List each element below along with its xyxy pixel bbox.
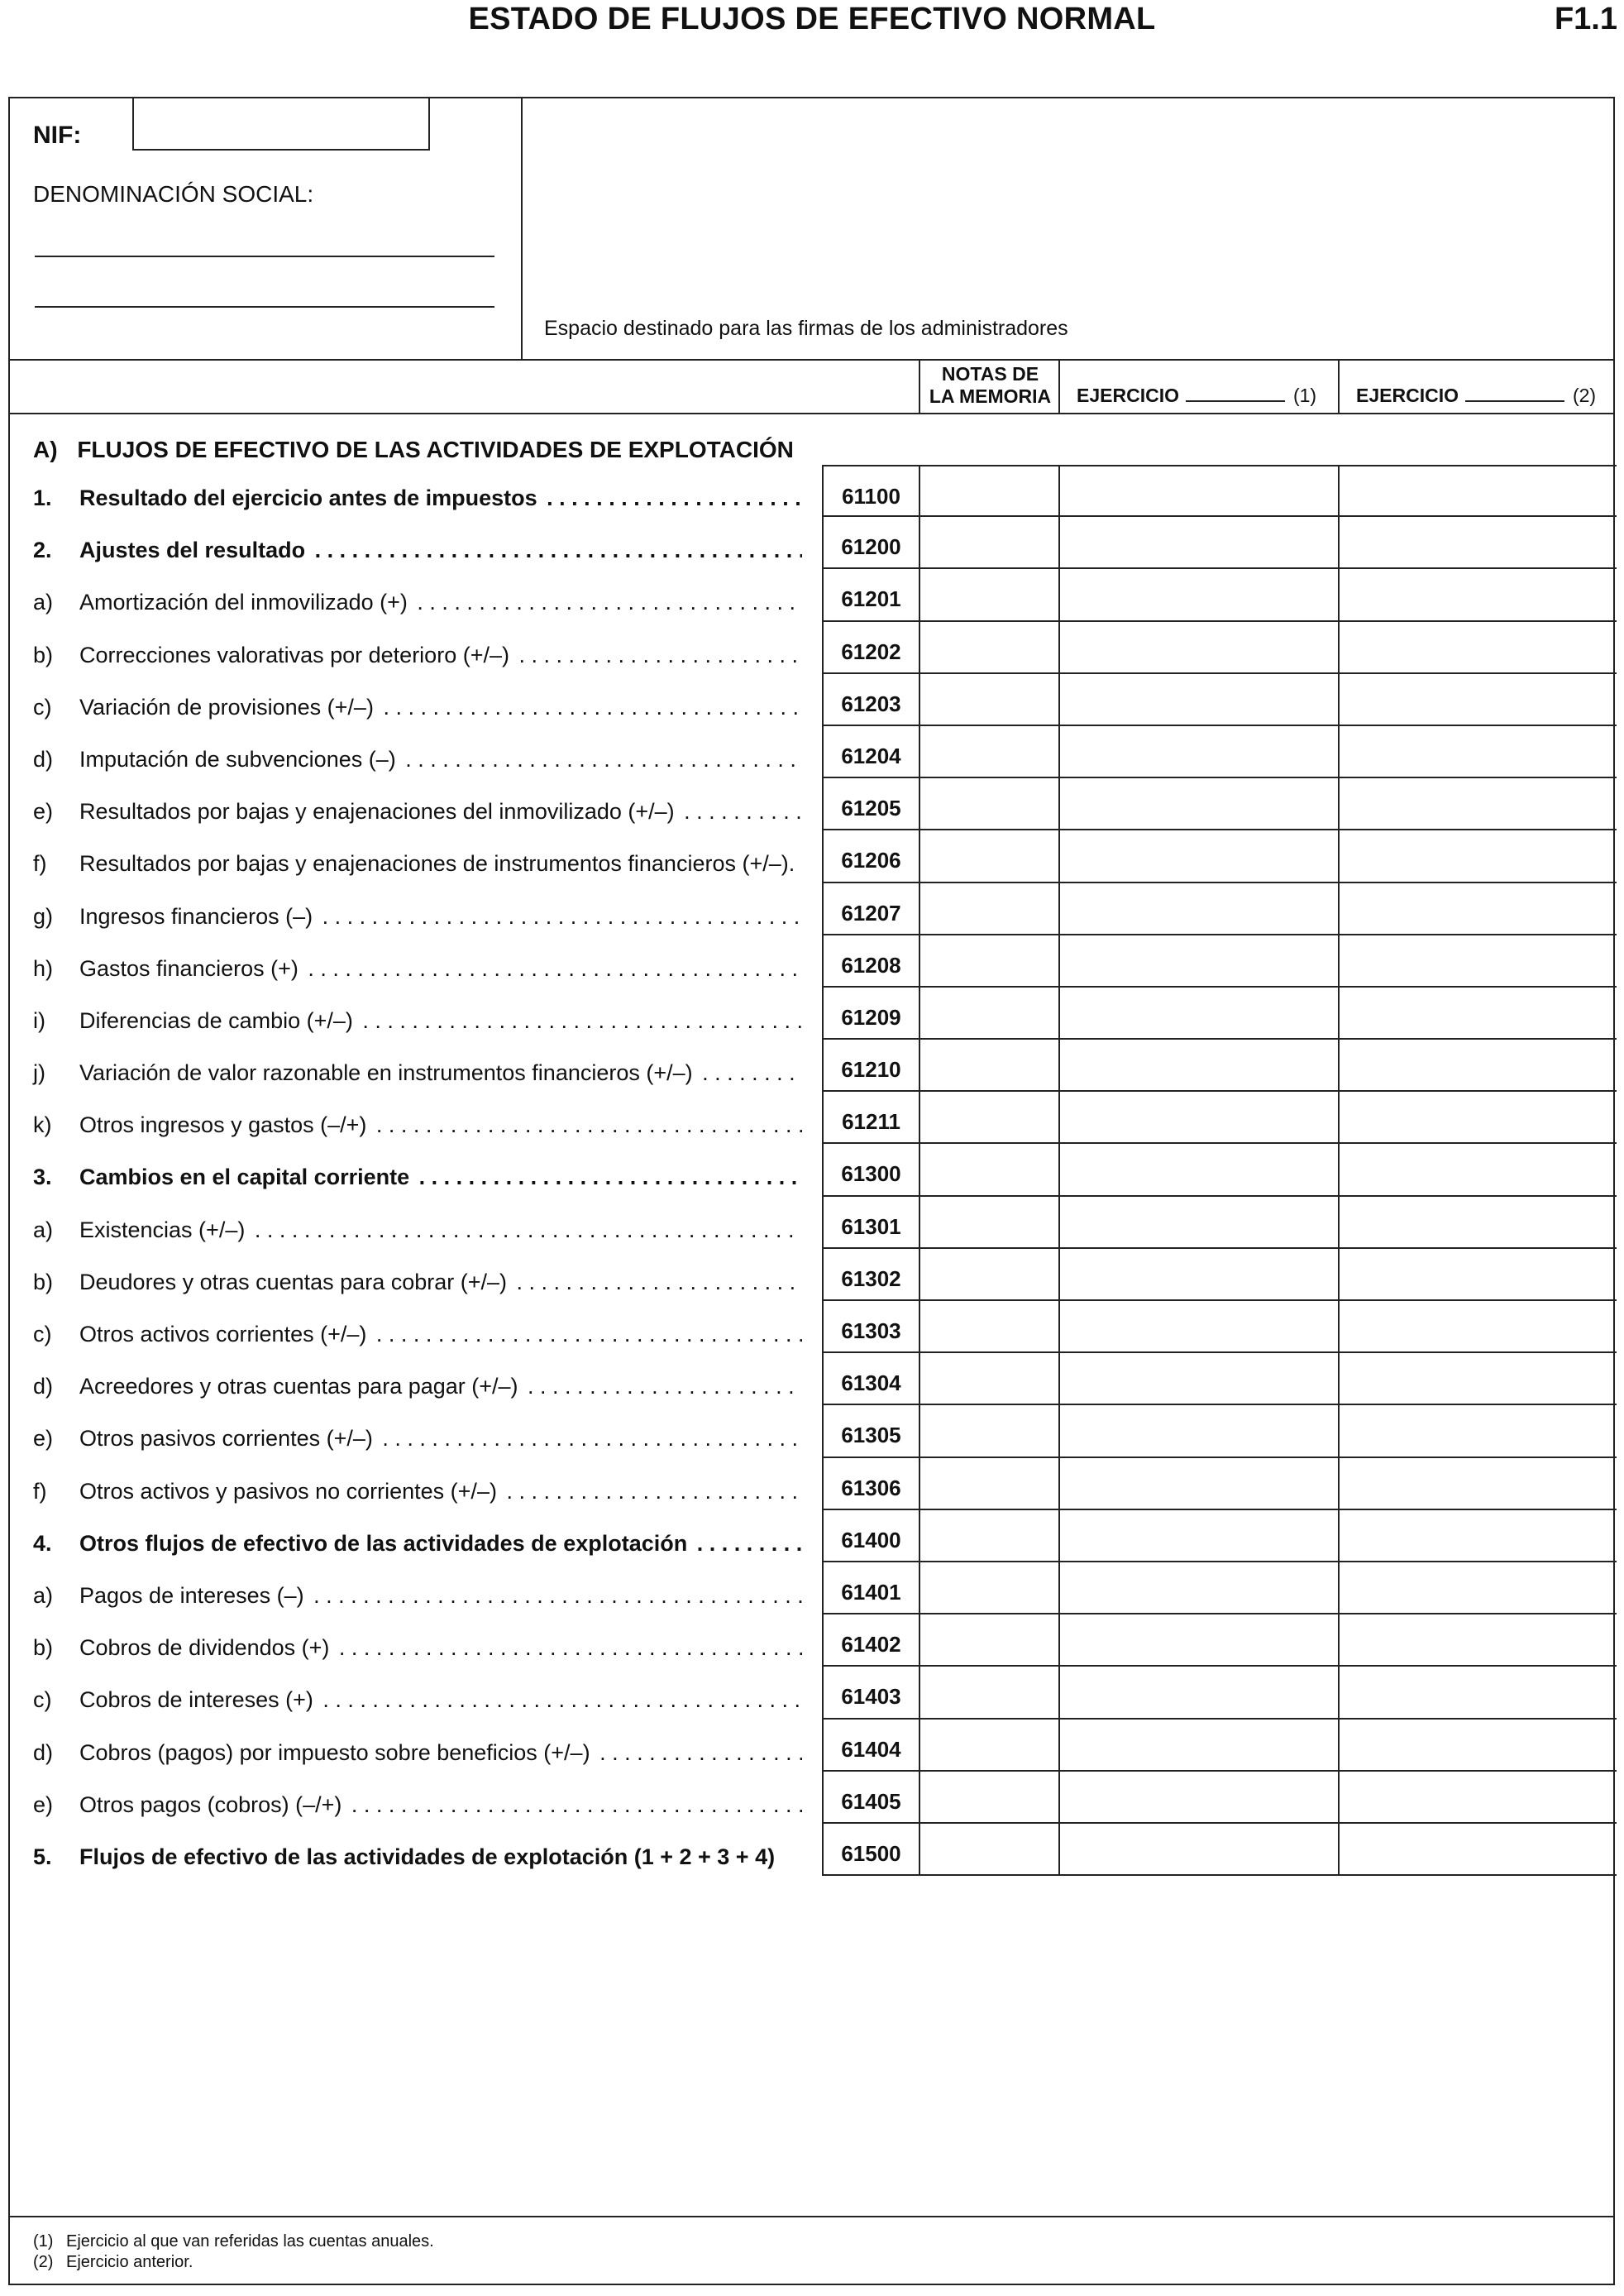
table-row bbox=[10, 883, 1613, 935]
row-label bbox=[79, 799, 802, 825]
row-label-text: Variación de provisiones (+/–) bbox=[79, 695, 377, 720]
row-label-text: Otros activos corrientes (+/–) bbox=[79, 1322, 370, 1347]
notes-cell[interactable] bbox=[919, 1405, 1060, 1457]
row-label-text: Ajustes del resultado bbox=[79, 538, 308, 562]
ejercicio-2-cell[interactable] bbox=[1338, 1144, 1617, 1196]
row-number: 5. bbox=[33, 1844, 52, 1869]
ejercicio-2-cell[interactable] bbox=[1338, 1772, 1617, 1824]
table-row bbox=[10, 830, 1613, 883]
row-number: c) bbox=[33, 1322, 52, 1347]
row-number: d) bbox=[33, 1739, 54, 1765]
ejercicio-1-cell[interactable] bbox=[1058, 1510, 1340, 1562]
row-code: 61202 bbox=[822, 622, 920, 674]
row-number: e) bbox=[33, 1426, 54, 1452]
form-frame bbox=[8, 97, 1615, 2285]
ejercicio-2-cell[interactable] bbox=[1338, 988, 1617, 1040]
signature-area[interactable] bbox=[523, 98, 1613, 357]
notes-cell[interactable] bbox=[919, 465, 1060, 517]
ejercicio-1-cell[interactable] bbox=[1058, 1562, 1340, 1614]
ejercicio-2-cell[interactable] bbox=[1338, 1249, 1617, 1301]
ejercicio-1-cell[interactable] bbox=[1058, 935, 1340, 988]
row-label bbox=[79, 1060, 802, 1086]
table-row bbox=[10, 569, 1613, 621]
row-label-text: Flujos de efectivo de las actividades de explotación (1 + 2 + 3 + 4) bbox=[79, 1844, 778, 1869]
ejercicio-2-cell[interactable] bbox=[1338, 1824, 1617, 1876]
ejercicio-1-cell[interactable] bbox=[1058, 1720, 1340, 1772]
ejercicio-2-cell[interactable] bbox=[1338, 1614, 1617, 1667]
ejercicio-1-cell[interactable] bbox=[1058, 1614, 1340, 1667]
ejercicio-1-cell[interactable] bbox=[1058, 1301, 1340, 1353]
row-number: c) bbox=[33, 1687, 52, 1713]
ejercicio-2-cell[interactable] bbox=[1338, 1197, 1617, 1249]
ejercicio-1-cell[interactable] bbox=[1058, 1458, 1340, 1510]
denomination-line-1[interactable] bbox=[35, 256, 494, 257]
ejercicio-1-cell[interactable] bbox=[1058, 883, 1340, 935]
row-label bbox=[79, 486, 802, 511]
row-number: c) bbox=[33, 694, 52, 720]
row-code: 61404 bbox=[822, 1720, 920, 1772]
section-heading bbox=[33, 437, 794, 463]
row-label-text: Otros pagos (cobros) (–/+) bbox=[79, 1792, 345, 1817]
row-label-text: Cobros (pagos) por impuesto sobre beneficios (+/–) bbox=[79, 1740, 594, 1765]
row-label-text: Variación de valor razonable en instrumentos financieros (+/–) bbox=[79, 1060, 696, 1085]
row-label-text: Cobros de intereses (+) bbox=[79, 1687, 317, 1712]
footnotes bbox=[10, 2216, 1613, 2287]
row-label bbox=[79, 1008, 802, 1034]
table-row bbox=[10, 1667, 1613, 1719]
row-code: 61205 bbox=[822, 778, 920, 830]
ejercicio-1-cell[interactable] bbox=[1058, 1405, 1340, 1457]
notes-cell[interactable] bbox=[919, 1301, 1060, 1353]
row-label-text: Existencias (+/–) bbox=[79, 1217, 248, 1242]
notes-cell[interactable] bbox=[919, 1720, 1060, 1772]
row-code: 61100 bbox=[822, 465, 920, 517]
table-row bbox=[10, 988, 1613, 1040]
table-row bbox=[10, 726, 1613, 778]
ejercicio-2-cell[interactable] bbox=[1338, 1667, 1617, 1719]
row-label-text: Imputación de subvenciones (–) bbox=[79, 747, 399, 772]
row-code: 61204 bbox=[822, 726, 920, 778]
footnote-2-number: (2) bbox=[33, 2253, 54, 2271]
ejercicio-2-cell[interactable] bbox=[1338, 1040, 1617, 1092]
ejercicio-2-label: EJERCICIO bbox=[1356, 385, 1459, 406]
cash-flow-table bbox=[10, 465, 1613, 1876]
notes-cell[interactable] bbox=[919, 1458, 1060, 1510]
table-row bbox=[10, 517, 1613, 569]
table-row bbox=[10, 1772, 1613, 1824]
notes-cell[interactable] bbox=[919, 1614, 1060, 1667]
notes-cell[interactable] bbox=[919, 778, 1060, 830]
notes-header-line-2: LA MEMORIA bbox=[929, 385, 1052, 407]
row-code: 61306 bbox=[822, 1458, 920, 1510]
row-label-text: Deudores y otras cuentas para cobrar (+/–) bbox=[79, 1270, 510, 1294]
row-code: 61303 bbox=[822, 1301, 920, 1353]
section-letter: A) bbox=[33, 437, 58, 462]
row-number: b) bbox=[33, 642, 54, 667]
row-label-text: Otros ingresos y gastos (–/+) bbox=[79, 1112, 370, 1137]
row-code: 61305 bbox=[822, 1405, 920, 1457]
row-label-text: Resultados por bajas y enajenaciones del inmovilizado (+/–) bbox=[79, 799, 678, 824]
row-label bbox=[79, 1165, 802, 1190]
row-number: h) bbox=[33, 955, 54, 981]
ejercicio-2-cell[interactable] bbox=[1338, 883, 1617, 935]
row-label-text: Resultados por bajas y enajenaciones de instrumentos financieros (+/–). bbox=[79, 851, 798, 876]
row-label-text: Diferencias de cambio (+/–) bbox=[79, 1008, 356, 1033]
company-data-panel bbox=[10, 98, 523, 359]
row-number: f) bbox=[33, 1478, 47, 1504]
row-label-text: Otros pasivos corrientes (+/–) bbox=[79, 1426, 376, 1451]
row-label bbox=[79, 1217, 802, 1243]
row-code: 61403 bbox=[822, 1667, 920, 1719]
row-label-text: Cobros de dividendos (+) bbox=[79, 1635, 332, 1660]
row-label-text: Correcciones valorativas por deterioro (+/–) bbox=[79, 643, 513, 667]
section-title: FLUJOS DE EFECTIVO DE LAS ACTIVIDADES DE EXPLOTACIÓN bbox=[77, 437, 794, 462]
table-row bbox=[10, 778, 1613, 830]
form-code: F1.1 bbox=[1554, 2, 1617, 36]
row-label bbox=[79, 643, 802, 668]
denomination-label: DENOMINACIÓN SOCIAL: bbox=[33, 181, 314, 207]
table-row bbox=[10, 1144, 1613, 1196]
row-number: f) bbox=[33, 851, 47, 877]
notes-cell[interactable] bbox=[919, 1040, 1060, 1092]
notes-cell[interactable] bbox=[919, 1824, 1060, 1876]
table-row bbox=[10, 935, 1613, 988]
ejercicio-2-column-header bbox=[1338, 359, 1617, 413]
ejercicio-2-cell[interactable] bbox=[1338, 935, 1617, 988]
row-code: 61500 bbox=[822, 1824, 920, 1876]
ejercicio-1-cell[interactable] bbox=[1058, 1772, 1340, 1824]
ejercicio-2-cell[interactable] bbox=[1338, 726, 1617, 778]
row-number: 3. bbox=[33, 1165, 52, 1190]
table-row bbox=[10, 465, 1613, 517]
table-row bbox=[10, 1458, 1613, 1510]
row-number: b) bbox=[33, 1635, 54, 1661]
table-row bbox=[10, 1614, 1613, 1667]
ejercicio-1-year-blank[interactable] bbox=[1186, 400, 1285, 402]
ejercicio-1-cell[interactable] bbox=[1058, 778, 1340, 830]
ejercicio-1-cell[interactable] bbox=[1058, 674, 1340, 726]
notes-cell[interactable] bbox=[919, 674, 1060, 726]
row-code: 61210 bbox=[822, 1040, 920, 1092]
ejercicio-1-label: EJERCICIO bbox=[1077, 385, 1179, 406]
table-row bbox=[10, 1197, 1613, 1249]
row-label bbox=[79, 1792, 802, 1818]
row-label bbox=[79, 1531, 802, 1557]
ejercicio-2-note: (2) bbox=[1572, 385, 1597, 406]
notes-cell[interactable] bbox=[919, 935, 1060, 988]
ejercicio-2-cell[interactable] bbox=[1338, 1562, 1617, 1614]
row-label-text: Cambios en el capital corriente bbox=[79, 1165, 413, 1189]
ejercicio-1-cell[interactable] bbox=[1058, 1092, 1340, 1144]
row-number: k) bbox=[33, 1112, 52, 1138]
ejercicio-1-cell[interactable] bbox=[1058, 569, 1340, 621]
row-number: i) bbox=[33, 1007, 45, 1033]
notes-cell[interactable] bbox=[919, 517, 1060, 569]
table-row bbox=[10, 674, 1613, 726]
notes-cell[interactable] bbox=[919, 1144, 1060, 1196]
footnote-2-text: Ejercicio anterior. bbox=[66, 2253, 193, 2271]
ejercicio-1-cell[interactable] bbox=[1058, 1353, 1340, 1405]
row-code: 61200 bbox=[822, 517, 920, 569]
notes-cell[interactable] bbox=[919, 1249, 1060, 1301]
ejercicio-1-cell[interactable] bbox=[1058, 1040, 1340, 1092]
notes-cell[interactable] bbox=[919, 1197, 1060, 1249]
ejercicio-2-cell[interactable] bbox=[1338, 778, 1617, 830]
footnote-1 bbox=[33, 2232, 434, 2251]
ejercicio-1-cell[interactable] bbox=[1058, 622, 1340, 674]
notes-cell[interactable] bbox=[919, 622, 1060, 674]
row-label bbox=[79, 1844, 802, 1870]
notes-cell[interactable] bbox=[919, 830, 1060, 883]
row-label bbox=[79, 1374, 802, 1399]
ejercicio-2-cell[interactable] bbox=[1338, 1301, 1617, 1353]
ejercicio-2-cell[interactable] bbox=[1338, 1353, 1617, 1405]
row-number: 2. bbox=[33, 538, 52, 563]
table-row bbox=[10, 1510, 1613, 1562]
row-label-text: Pagos de intereses (–) bbox=[79, 1583, 308, 1608]
row-label bbox=[79, 956, 802, 982]
footnote-1-text: Ejercicio al que van referidas las cuentas anuales. bbox=[66, 2232, 434, 2251]
ejercicio-1-cell[interactable] bbox=[1058, 1144, 1340, 1196]
identification-block bbox=[10, 98, 1613, 361]
ejercicio-2-cell[interactable] bbox=[1338, 569, 1617, 621]
row-code: 61405 bbox=[822, 1772, 920, 1824]
row-label bbox=[79, 695, 802, 720]
notes-cell[interactable] bbox=[919, 1667, 1060, 1719]
row-number: a) bbox=[33, 1582, 54, 1608]
row-code: 61400 bbox=[822, 1510, 920, 1562]
row-label bbox=[79, 1687, 802, 1713]
signature-caption: Espacio destinado para las firmas de los administradores bbox=[544, 317, 1068, 340]
footnote-2 bbox=[33, 2253, 193, 2272]
ejercicio-1-cell[interactable] bbox=[1058, 465, 1340, 517]
row-label bbox=[79, 851, 802, 877]
row-label bbox=[79, 538, 802, 563]
denomination-line-2[interactable] bbox=[35, 306, 494, 308]
ejercicio-2-cell[interactable] bbox=[1338, 830, 1617, 883]
row-code: 61203 bbox=[822, 674, 920, 726]
notes-cell[interactable] bbox=[919, 1092, 1060, 1144]
row-label-text: Acreedores y otras cuentas para pagar (+/–) bbox=[79, 1374, 522, 1399]
form-title: ESTADO DE FLUJOS DE EFECTIVO NORMAL bbox=[468, 2, 1156, 36]
ejercicio-2-cell[interactable] bbox=[1338, 465, 1617, 517]
row-label bbox=[79, 904, 802, 930]
row-label-text: Amortización del inmovilizado (+) bbox=[79, 590, 411, 615]
row-label bbox=[79, 590, 802, 615]
row-number: j) bbox=[33, 1060, 45, 1086]
table-row bbox=[10, 1249, 1613, 1301]
row-code: 61402 bbox=[822, 1614, 920, 1667]
row-label-text: Resultado del ejercicio antes de impuestos bbox=[79, 486, 541, 510]
footnote-1-number: (1) bbox=[33, 2232, 54, 2251]
notes-cell[interactable] bbox=[919, 988, 1060, 1040]
table-row bbox=[10, 1405, 1613, 1457]
ejercicio-2-cell[interactable] bbox=[1338, 1720, 1617, 1772]
ejercicio-1-cell[interactable] bbox=[1058, 1667, 1340, 1719]
row-code: 61300 bbox=[822, 1144, 920, 1196]
notes-cell[interactable] bbox=[919, 1772, 1060, 1824]
row-label bbox=[79, 1479, 802, 1504]
ejercicio-1-cell[interactable] bbox=[1058, 830, 1340, 883]
ejercicio-1-cell[interactable] bbox=[1058, 1824, 1340, 1876]
row-code: 61401 bbox=[822, 1562, 920, 1614]
table-row bbox=[10, 1040, 1613, 1092]
row-number: e) bbox=[33, 799, 54, 825]
row-code: 61207 bbox=[822, 883, 920, 935]
ejercicio-1-note: (1) bbox=[1292, 385, 1317, 406]
row-label bbox=[79, 1740, 802, 1766]
row-code: 61304 bbox=[822, 1353, 920, 1405]
table-row bbox=[10, 622, 1613, 674]
ejercicio-1-cell[interactable] bbox=[1058, 1197, 1340, 1249]
row-number: 1. bbox=[33, 486, 52, 510]
row-number: a) bbox=[33, 590, 54, 615]
ejercicio-2-cell[interactable] bbox=[1338, 622, 1617, 674]
ejercicio-2-cell[interactable] bbox=[1338, 1510, 1617, 1562]
row-code: 61302 bbox=[822, 1249, 920, 1301]
table-row bbox=[10, 1301, 1613, 1353]
row-code: 61211 bbox=[822, 1092, 920, 1144]
row-code: 61208 bbox=[822, 935, 920, 988]
row-label bbox=[79, 1583, 802, 1609]
row-label bbox=[79, 747, 802, 773]
nif-label: NIF: bbox=[33, 122, 82, 149]
table-row bbox=[10, 1353, 1613, 1405]
table-row bbox=[10, 1720, 1613, 1772]
row-number: b) bbox=[33, 1269, 54, 1294]
row-number: d) bbox=[33, 746, 54, 772]
row-number: g) bbox=[33, 903, 54, 929]
row-number: a) bbox=[33, 1217, 54, 1242]
ejercicio-2-cell[interactable] bbox=[1338, 1092, 1617, 1144]
notes-cell[interactable] bbox=[919, 883, 1060, 935]
notes-cell[interactable] bbox=[919, 1510, 1060, 1562]
ejercicio-1-cell[interactable] bbox=[1058, 1249, 1340, 1301]
table-row bbox=[10, 1562, 1613, 1614]
row-code: 61201 bbox=[822, 569, 920, 621]
row-label-text: Otros flujos de efectivo de las actividades de explotación bbox=[79, 1531, 690, 1556]
table-row bbox=[10, 1824, 1613, 1876]
ejercicio-1-column-header bbox=[1058, 359, 1340, 413]
table-row bbox=[10, 1092, 1613, 1144]
row-code: 61206 bbox=[822, 830, 920, 883]
row-label-text: Ingresos financieros (–) bbox=[79, 904, 316, 929]
notes-cell[interactable] bbox=[919, 1562, 1060, 1614]
notes-column-header bbox=[919, 359, 1060, 413]
notes-cell[interactable] bbox=[919, 1353, 1060, 1405]
row-code: 61301 bbox=[822, 1197, 920, 1249]
row-number: d) bbox=[33, 1374, 54, 1399]
ejercicio-2-cell[interactable] bbox=[1338, 1458, 1617, 1510]
row-label-text: Gastos financieros (+) bbox=[79, 956, 302, 981]
ejercicio-1-cell[interactable] bbox=[1058, 726, 1340, 778]
row-label bbox=[79, 1270, 802, 1295]
row-label bbox=[79, 1426, 802, 1452]
notes-cell[interactable] bbox=[919, 569, 1060, 621]
column-header-row bbox=[10, 359, 1613, 414]
row-number: e) bbox=[33, 1791, 54, 1817]
nif-field[interactable] bbox=[132, 97, 430, 151]
ejercicio-1-cell[interactable] bbox=[1058, 517, 1340, 569]
ejercicio-2-year-blank[interactable] bbox=[1465, 400, 1564, 402]
row-label-text: Otros activos y pasivos no corrientes (+/–) bbox=[79, 1479, 500, 1504]
ejercicio-1-cell[interactable] bbox=[1058, 988, 1340, 1040]
ejercicio-2-cell[interactable] bbox=[1338, 517, 1617, 569]
ejercicio-2-cell[interactable] bbox=[1338, 1405, 1617, 1457]
row-number: 4. bbox=[33, 1530, 52, 1556]
row-code: 61209 bbox=[822, 988, 920, 1040]
row-label bbox=[79, 1322, 802, 1347]
notes-cell[interactable] bbox=[919, 726, 1060, 778]
ejercicio-2-cell[interactable] bbox=[1338, 674, 1617, 726]
row-label bbox=[79, 1635, 802, 1661]
notes-header-line-1: NOTAS DE bbox=[941, 363, 1039, 385]
row-label bbox=[79, 1112, 802, 1138]
